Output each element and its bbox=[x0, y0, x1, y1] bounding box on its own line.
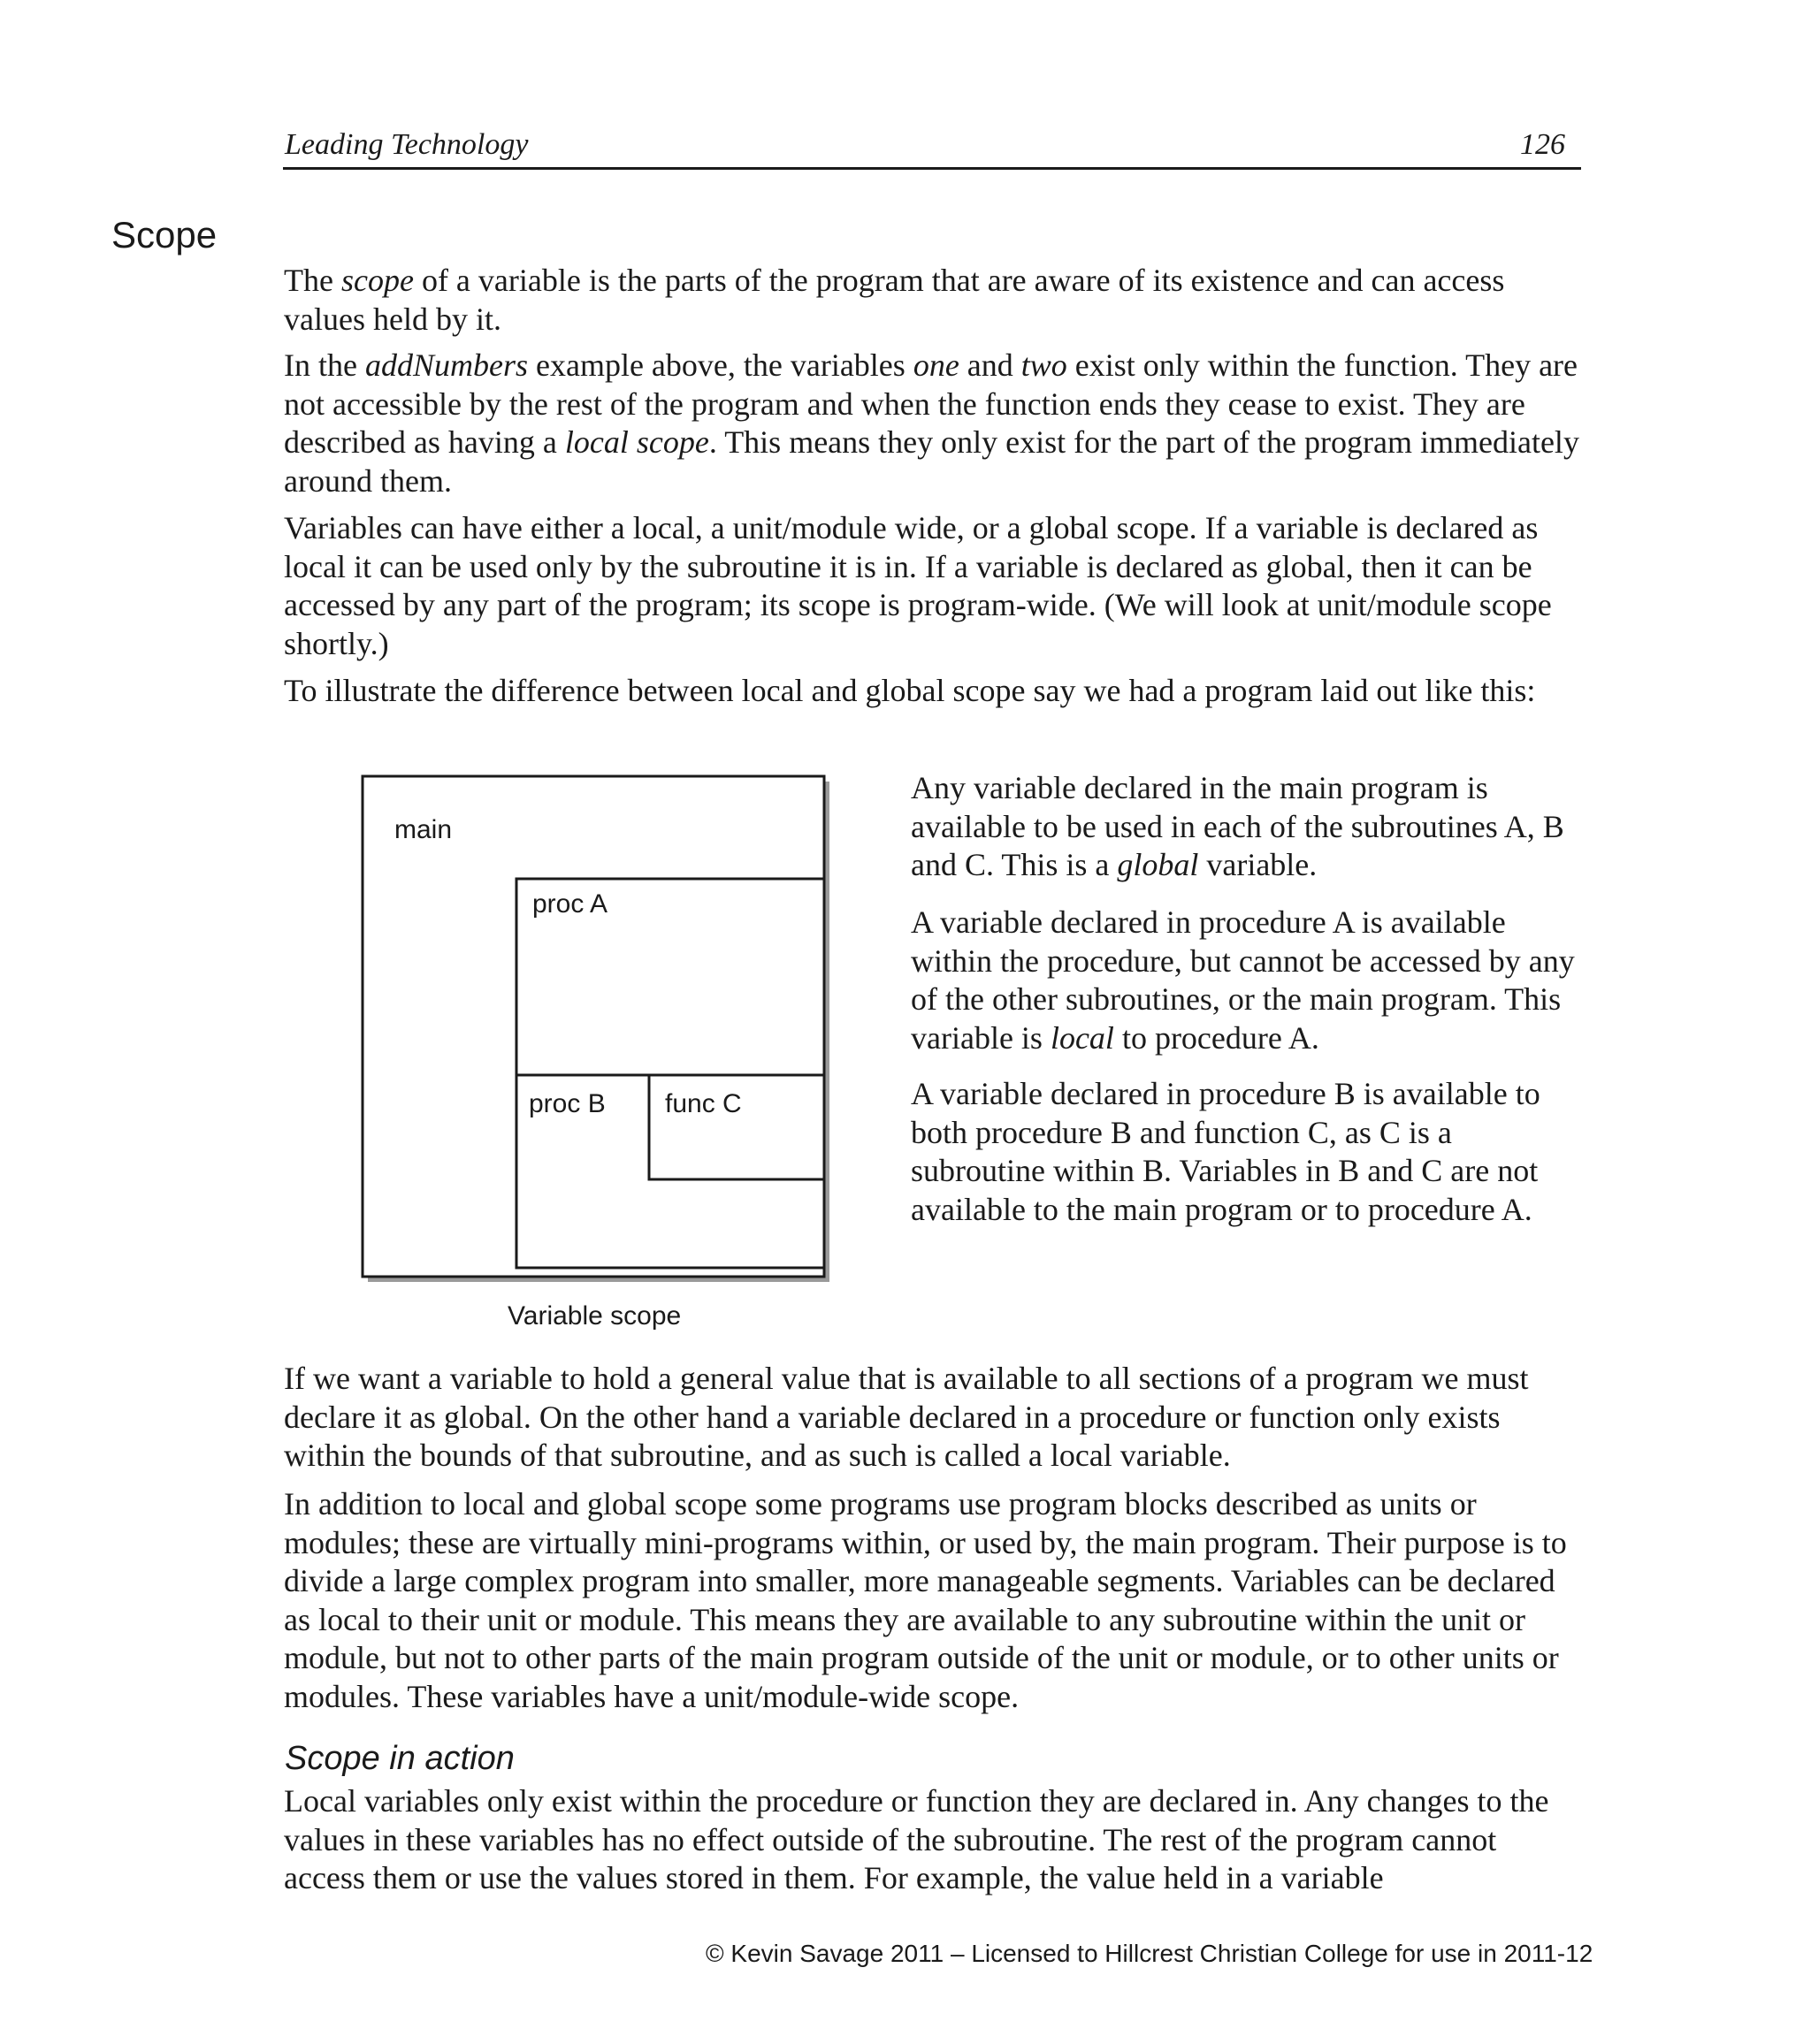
sidebar-nested-explanation: A variable declared in procedure B is available to both procedure B and function C, as C is a subroutine within B. Variables in B and C are not available to the main program or to procedure A. bbox=[911, 1076, 1540, 1227]
paragraph-scope-types: Variables can have either a local, a unit/module wide, or a global scope. If a variable is declared as local it can be used only by the subroutine it is in. If a variable is declared as global, then it can be accessed by any part of the program; its scope is program-wide. (We will look at unit/module scope shortly.) bbox=[284, 510, 1552, 661]
copyright-footer: © Kevin Savage 2011 – Licensed to Hillcrest Christian College for use in 2011-12 bbox=[706, 1940, 1593, 1967]
func-c-label: func C bbox=[665, 1089, 742, 1118]
text-run: Any variable declared in the main program is available to be used in each of the subroutines A, B and C. This is a bbox=[911, 770, 1564, 882]
text-run: exist only within the function. They are not accessible by the rest of the program and when the function ends they cease to exist. They are described as having a bbox=[284, 347, 1578, 460]
section-heading: Scope bbox=[111, 214, 218, 256]
italic-term: local scope bbox=[564, 424, 709, 460]
page-header bbox=[283, 128, 1581, 170]
sidebar-local-explanation bbox=[911, 904, 1592, 1057]
paragraph-illustrate: To illustrate the difference between local and global scope say we had a program laid out like this: bbox=[284, 673, 1536, 708]
italic-term: two bbox=[1020, 347, 1067, 383]
paragraph-scope-in-action: Local variables only exist within the procedure or function they are declared in. Any changes to the values in these variables has no effect outside of the subroutine. The rest of the program cannot access them or use the values stored in them. For example, the value held in a variable bbox=[284, 1783, 1549, 1895]
scope-diagram-svg bbox=[361, 774, 829, 1282]
page-number: 126 bbox=[1520, 128, 1565, 161]
text-run: variable. bbox=[1198, 847, 1318, 882]
sidebar-global-explanation bbox=[911, 769, 1592, 885]
paragraph-addnumbers bbox=[284, 347, 1584, 500]
paragraph-units-modules: In addition to local and global scope some programs use program blocks described as units or modules; these are virtually mini-programs within, or used by, the main program. Their purpose is to divide a large complex program into smaller, more manageable segments. Variables can be declared as local to their unit or module. This means they are available to any subroutine within the unit or module, but not to other parts of the main program outside of the unit or module, or to other units or modules. These variables have a unit/module-wide scope. bbox=[284, 1486, 1567, 1714]
italic-term: global bbox=[1117, 847, 1199, 882]
text-run: to procedure A. bbox=[1113, 1019, 1319, 1056]
paragraph-scope-definition bbox=[284, 262, 1584, 339]
proc-b-label: proc B bbox=[529, 1089, 606, 1118]
text-run: of a variable is the parts of the program that are aware of its existence and can access values held by it. bbox=[284, 263, 1505, 337]
text-run: In the bbox=[284, 347, 365, 383]
diagram-caption: Variable scope bbox=[508, 1301, 682, 1331]
scope-in-action-heading: Scope in action bbox=[285, 1740, 515, 1777]
italic-term: local bbox=[1050, 1019, 1114, 1056]
main-label: main bbox=[394, 815, 453, 844]
proc-a-label: proc A bbox=[532, 889, 608, 919]
italic-term: addNumbers bbox=[364, 347, 528, 383]
italic-term: one bbox=[913, 347, 959, 383]
book-title: Leading Technology bbox=[285, 128, 529, 161]
text-run: The bbox=[284, 263, 341, 298]
paragraph-global-vs-local: If we want a variable to hold a general value that is available to all sections of a program we must declare it as global. On the other hand a variable declared in a procedure or function only exists within the bounds of that subroutine, and as such is called a local variable. bbox=[284, 1361, 1529, 1473]
text-run: and bbox=[959, 347, 1021, 383]
text-run: . This means they only exist for the part of the program immediately around them. bbox=[284, 424, 1579, 499]
variable-scope-diagram bbox=[361, 774, 829, 1282]
text-run: example above, the variables bbox=[527, 347, 913, 383]
italic-term: scope bbox=[340, 263, 414, 298]
text-run: A variable declared in procedure A is available within the procedure, but cannot be accessed by any of the other subroutines, or the main program. This variable is bbox=[911, 904, 1575, 1056]
